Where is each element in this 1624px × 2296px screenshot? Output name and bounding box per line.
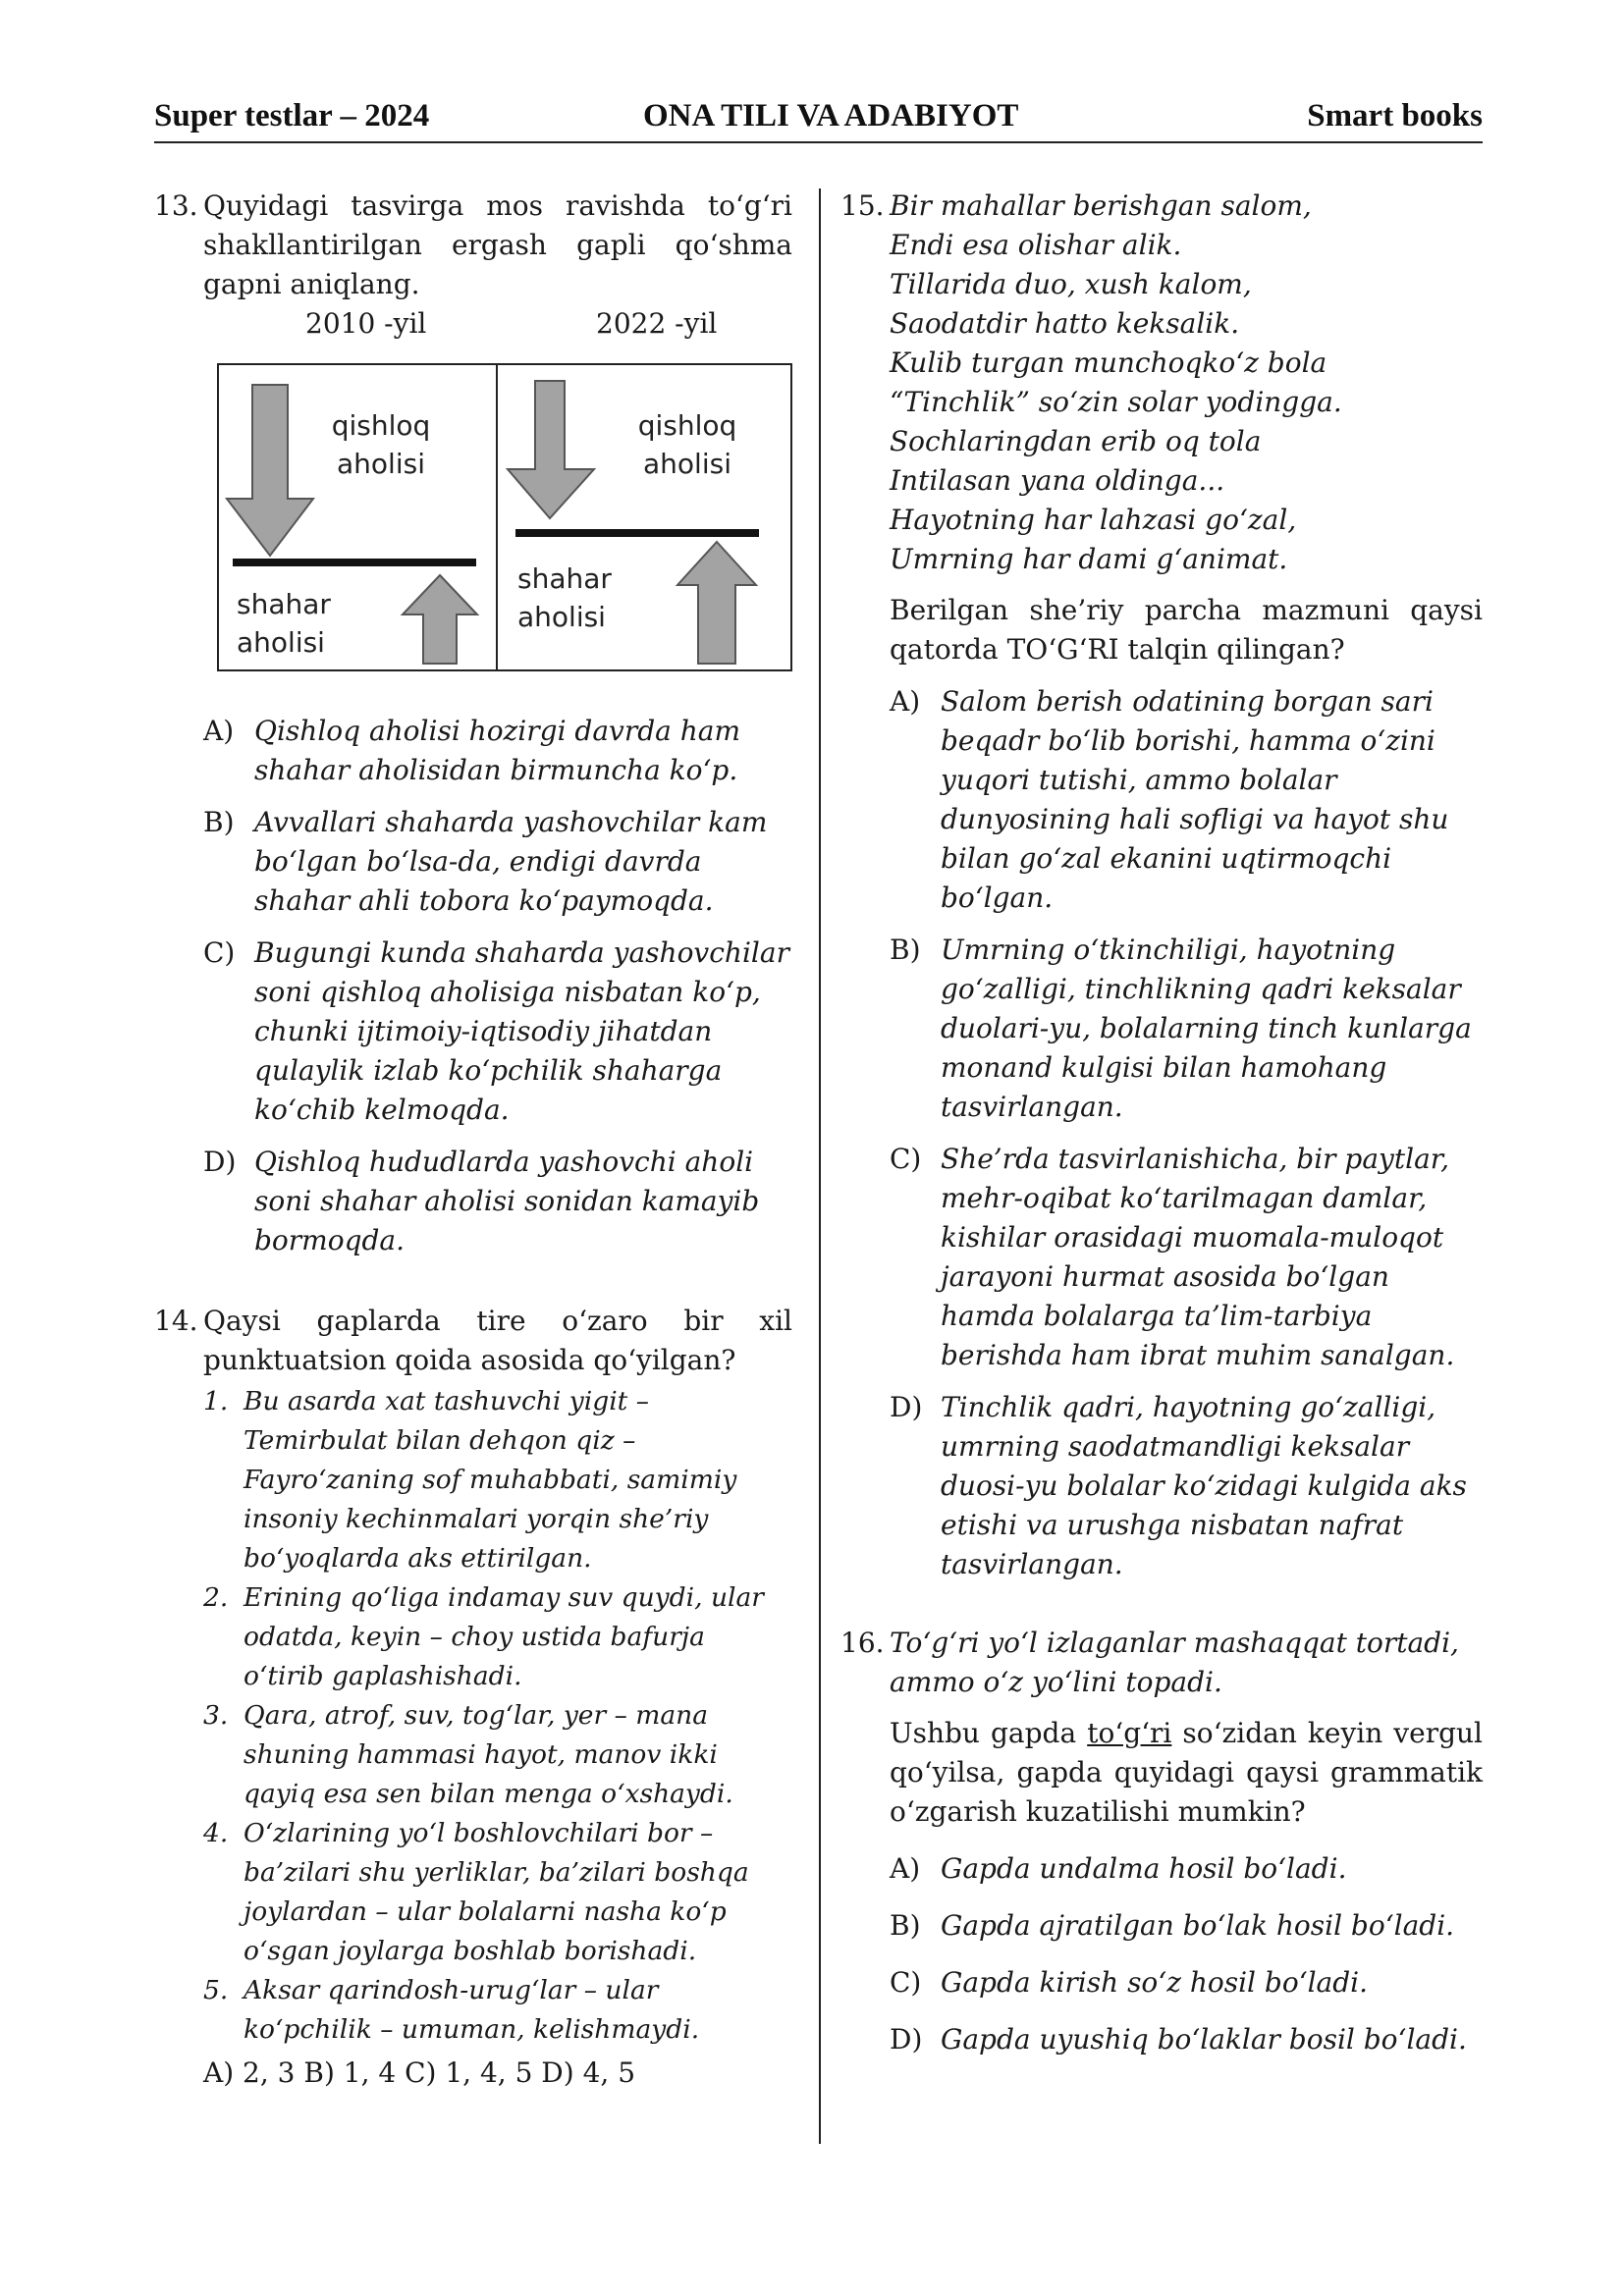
down-arrow-icon xyxy=(504,379,598,522)
poem xyxy=(890,187,1483,579)
up-arrow-icon xyxy=(675,540,759,666)
rural-label-2010: qishloq aholisi xyxy=(331,409,431,480)
urban-label-2022: shahar aholisi xyxy=(517,562,612,633)
q13-options xyxy=(154,712,792,1260)
rural-label-2022: qishloq aholisi xyxy=(637,409,737,480)
question-15 xyxy=(840,187,1483,1584)
poem-line: Intilasan yana oldinga... xyxy=(890,464,1225,497)
option-c[interactable]: C) Gapda kirish so‘z hosil bo‘ladi. xyxy=(890,1966,1369,1999)
option-a[interactable]: A) Qishloq aholisi hozirgi davrda ham shahar aholisidan birmuncha ko‘p. xyxy=(203,715,741,786)
poem-line: Saodatdir hatto keksalik. xyxy=(890,307,1240,340)
column-divider xyxy=(819,188,821,2144)
question-text: Qaysi gaplarda tire o‘zaro bir xil punktuatsion qoida asosida qo‘yilgan? xyxy=(203,1305,792,1376)
option-b[interactable]: B) Avvallari shaharda yashovchilar kam bo‘lgan bo‘lsa-da, endigi davrda shahar ahli tobora ko‘paymoqda. xyxy=(203,806,768,917)
statement-2: 2. Erining qo‘liga indamay suv quydi, ular odatda, keyin – choy ustida bafurja o‘tirib gaplashishadi. xyxy=(203,1582,764,1691)
poem-line: Kulib turgan munchoqko‘z bola xyxy=(890,347,1327,379)
header-subject: ONA TILI VA ADABIYOT xyxy=(643,98,1019,133)
poem-line: Hayotning har lahzasi go‘zal, xyxy=(890,504,1297,536)
question-text: Ushbu gapda to‘g‘ri so‘zidan keyin vergul qo‘yilsa, gapda quyidagi qaysi grammatik o‘zgarish kuzatilishi mumkin? xyxy=(890,1717,1483,1828)
down-arrow-icon xyxy=(223,383,317,560)
question-text: Berilgan she’riy parcha mazmuni qaysi qatorda TO‘G‘RI talqin qilingan? xyxy=(890,594,1483,666)
statement-1: 1. Bu asarda xat tashuvchi yigit – Temirbulat bilan dehqon qiz – Fayro‘zaning sof muhabbati, samimiy insoniy kechinmalari yorqin she’riy bo‘yoqlarda aks ettirilgan. xyxy=(203,1386,737,1574)
option-b[interactable]: B) Gapda ajratilgan bo‘lak hosil bo‘ladi. xyxy=(890,1909,1455,1942)
highlighted-word: to‘g‘ri xyxy=(1087,1717,1172,1749)
answer-choices[interactable]: A) 2, 3 B) 1, 4 C) 1, 4, 5 D) 4, 5 xyxy=(203,2056,636,2089)
example-sentence: To‘g‘ri yo‘l izlaganlar mashaqqat tortadi, ammo o‘z yo‘lini topadi. xyxy=(890,1627,1459,1698)
year-left-label: 2010 -yil xyxy=(305,307,427,340)
statement-5: 5. Aksar qarindosh-urug‘lar – ular ko‘pchilik – umuman, kelishmaydi. xyxy=(203,1975,700,2045)
figure-divider xyxy=(496,365,498,669)
header-publisher: Smart books xyxy=(1307,98,1483,133)
question-number: 14. xyxy=(154,1305,198,1337)
poem-line: Sochlaringdan erib oq tola xyxy=(890,425,1262,457)
level-bar-2022 xyxy=(515,529,759,537)
option-a[interactable]: A) Gapda undalma hosil bo‘ladi. xyxy=(890,1852,1347,1885)
figure-year-labels xyxy=(203,304,792,351)
question-text: Quyidagi tasvirga mos ravishda to‘g‘ri shakllantirilgan ergash gapli qo‘shma gapni aniqlang. xyxy=(203,189,792,300)
statement-3: 3. Qara, atrof, suv, tog‘lar, yer – mana shuning hammasi hayot, manov ikki qayiq esa sen bilan menga o‘xshaydi. xyxy=(203,1700,733,1809)
question-14 xyxy=(154,1302,792,2093)
page-header xyxy=(154,98,1483,143)
poem-line: Bir mahallar berishgan salom, xyxy=(890,189,1312,222)
left-column xyxy=(154,187,792,2093)
right-column xyxy=(840,187,1483,2059)
option-c[interactable]: C) Bugungi kunda shaharda yashovchilar soni qishloq aholisiga nisbatan ko‘p, chunki ijtimoiy-iqtisodiy jihatdan qulaylik izlab ko‘pchilik shaharga ko‘chib kelmoqda. xyxy=(203,936,789,1126)
poem-line: Endi esa olishar alik. xyxy=(890,229,1182,261)
urban-label-2010: shahar aholisi xyxy=(237,588,331,659)
question-number: 16. xyxy=(840,1627,885,1659)
question-16 xyxy=(840,1624,1483,2059)
poem-line: Tillarida duo, xush kalom, xyxy=(890,268,1252,300)
option-c[interactable]: C) She’rda tasvirlanishicha, bir paytlar, mehr-oqibat ko‘tarilmagan damlar, kishilar orasidagi muomala-muloqot jarayoni hurmat asosida bo‘lgan hamda bolalarga ta’lim-tarbiya berishda ham ibrat muhim sanalgan. xyxy=(890,1143,1455,1371)
poem-line: “Tinchlik” so‘zin solar yodingga. xyxy=(890,386,1342,418)
population-figure xyxy=(217,363,792,671)
level-bar-2010 xyxy=(233,559,476,566)
question-number: 15. xyxy=(840,189,885,222)
option-b[interactable]: B) Umrning o‘tkinchiligi, hayotning go‘zalligi, tinchlikning qadri keksalar duolari-yu, bolalarning tinch kunlarga monand kulgisi bilan hamohang tasvirlangan. xyxy=(890,934,1472,1123)
question-13 xyxy=(154,187,792,304)
year-right-label: 2022 -yil xyxy=(596,307,718,340)
up-arrow-icon xyxy=(400,573,480,666)
option-d[interactable]: D) Gapda uyushiq bo‘laklar bosil bo‘ladi. xyxy=(890,2023,1467,2056)
option-d[interactable]: D) Qishloq hududlarda yashovchi aholi soni shahar aholisi sonidan kamayib bormoqda. xyxy=(203,1146,760,1256)
option-d[interactable]: D) Tinchlik qadri, hayotning go‘zalligi, umrning saodatmandligi keksalar duosi-yu bolalar ko‘zidagi kulgida aks etishi va urushga nisbatan nafrat tasvirlangan. xyxy=(890,1391,1467,1580)
poem-line: Umrning har dami g‘animat. xyxy=(890,543,1288,575)
statement-4: 4. O‘zlarining yo‘l boshlovchilari bor – ba’zilari shu yerliklar, ba’zilari boshqa joylardan – ular bolalarni nasha ko‘p o‘sgan joylarga boshlab borishadi. xyxy=(203,1818,749,1966)
question-number: 13. xyxy=(154,189,198,222)
header-series-title: Super testlar – 2024 xyxy=(154,98,430,133)
option-a[interactable]: A) Salom berish odatining borgan sari beqadr bo‘lib borishi, hamma o‘zini yuqori tutishi, ammo bolalar dunyosining hali sofligi va hayot shu bilan go‘zal ekanini uqtirmoqchi bo‘lgan. xyxy=(890,685,1449,914)
